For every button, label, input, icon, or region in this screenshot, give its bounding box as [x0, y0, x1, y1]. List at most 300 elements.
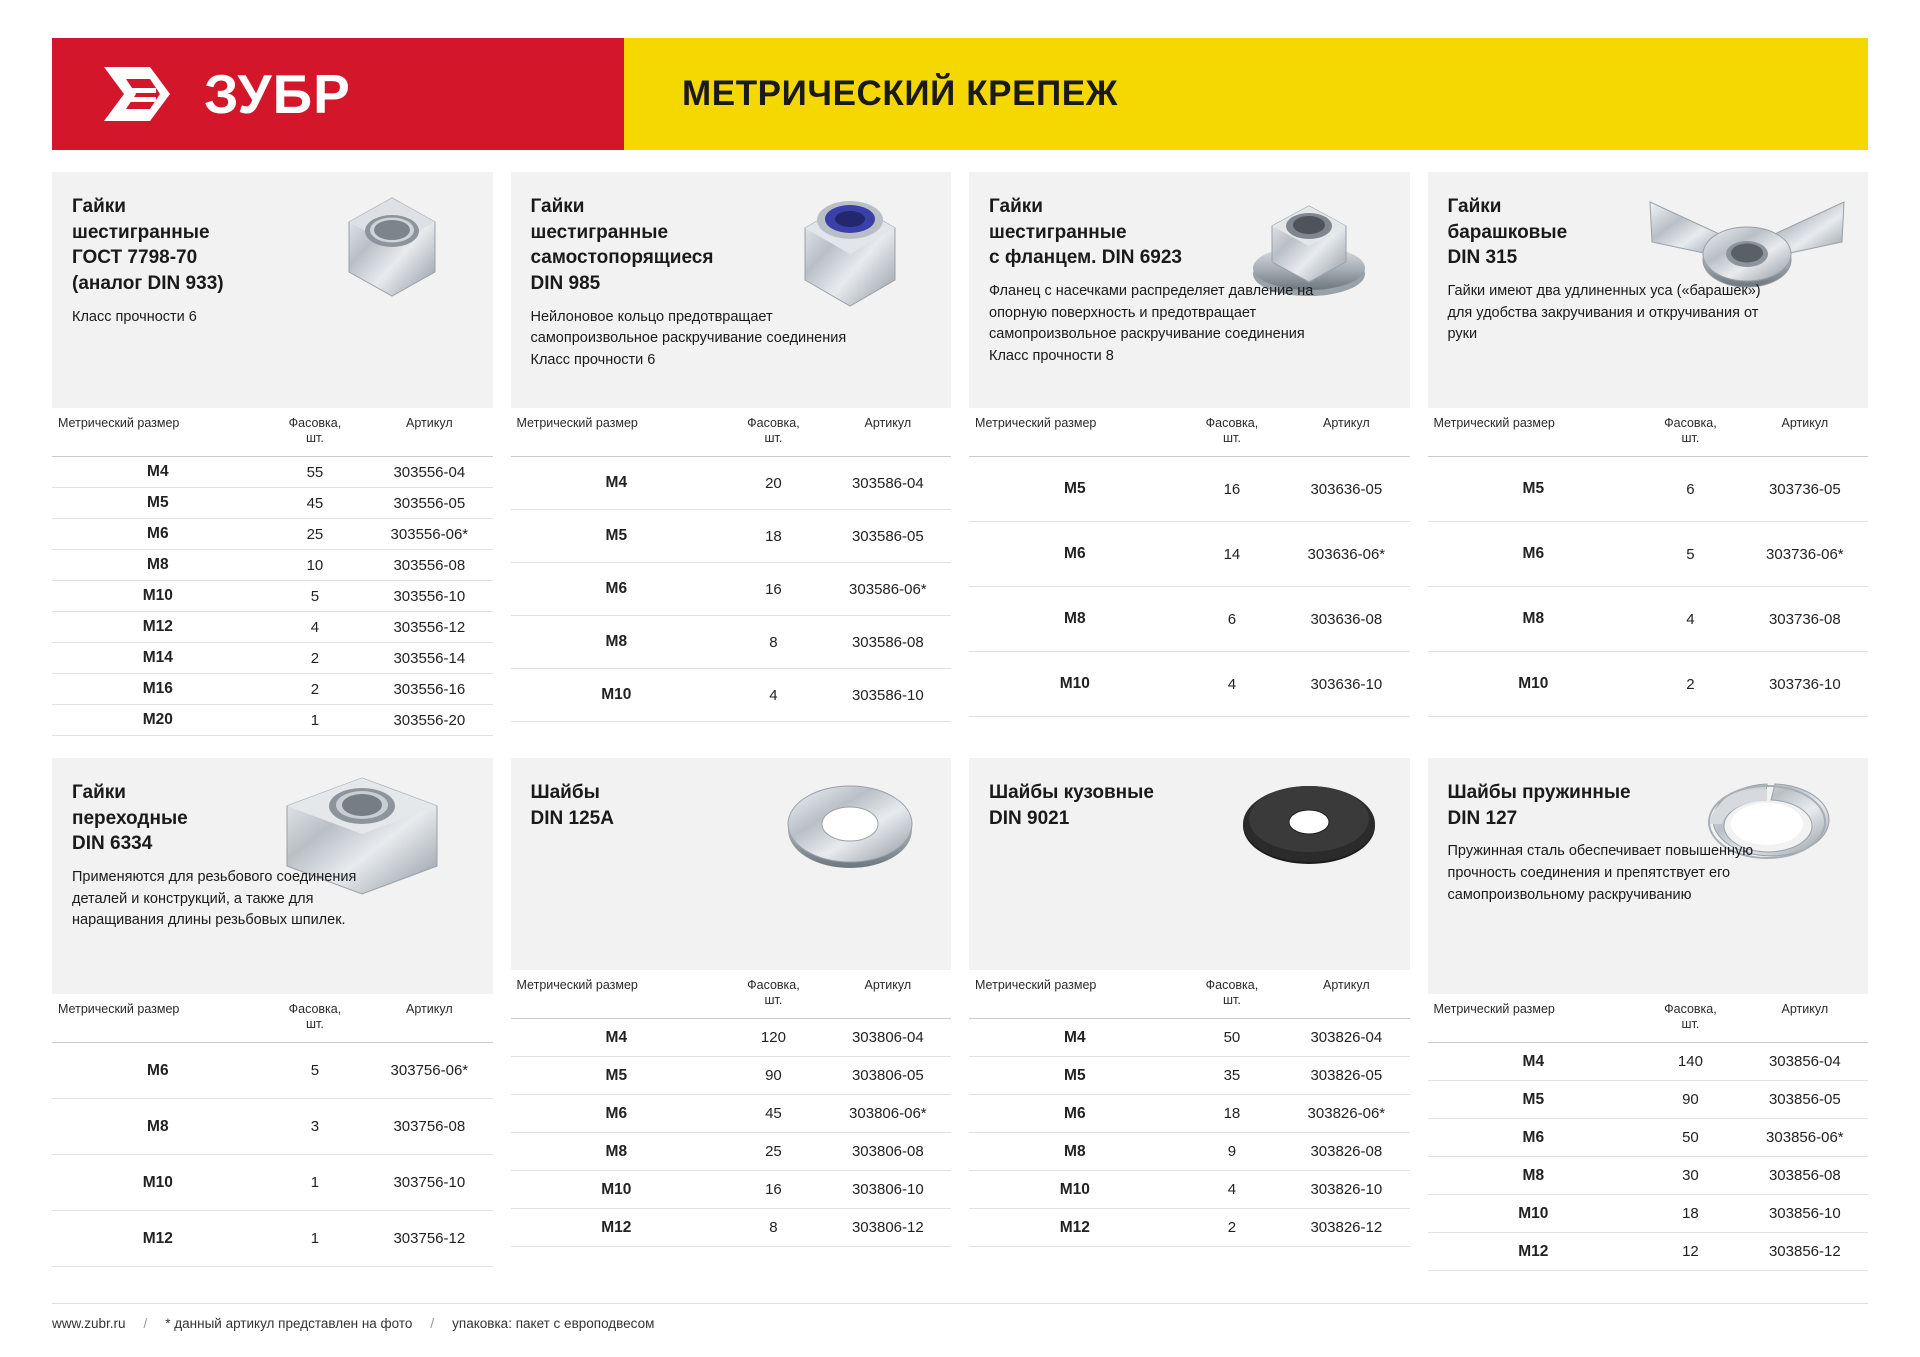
spec-table — [511, 970, 952, 1247]
card-title-line: Гайки — [72, 782, 126, 803]
table-row — [1428, 1195, 1869, 1233]
card-description-line: Гайки имеют два удлиненных уса («барашек») для удобства закручивания и откручивания от руки — [1447, 282, 1761, 343]
cell-pack: 18 — [722, 510, 825, 563]
header-size: Метрический размер — [969, 408, 1181, 457]
table-header-row — [969, 408, 1410, 457]
cell-article: 303586-05 — [825, 510, 951, 563]
table-row — [511, 563, 952, 616]
cell-article: 303806-08 — [825, 1133, 951, 1171]
product-card — [969, 172, 1410, 736]
cell-size: М4 — [511, 457, 723, 510]
header-pack-line1: Фасовка, — [288, 416, 342, 430]
card-title-line: Гайки — [989, 196, 1043, 217]
header-pack-line2: шт. — [306, 431, 324, 445]
table-row — [52, 1211, 493, 1267]
cell-article: 303556-10 — [366, 581, 492, 612]
table-row — [52, 1043, 493, 1099]
cell-article: 303586-08 — [825, 616, 951, 669]
table-row — [1428, 1233, 1869, 1271]
table-body — [1428, 1043, 1869, 1271]
spec-table — [52, 994, 493, 1267]
cell-article: 303826-04 — [1283, 1019, 1409, 1057]
header-article: Артикул — [1283, 970, 1409, 1019]
cell-size: М10 — [969, 1171, 1181, 1209]
header-pack-line2: шт. — [1681, 1017, 1700, 1031]
header-article: Артикул — [825, 408, 951, 457]
cell-article: 303556-20 — [366, 705, 492, 736]
header-article: Артикул — [1283, 408, 1409, 457]
table-body — [1428, 457, 1869, 717]
cell-size: М8 — [969, 1133, 1181, 1171]
cell-article: 303556-06* — [366, 519, 492, 550]
cell-article: 303736-10 — [1742, 652, 1868, 717]
card-header — [52, 758, 493, 994]
cell-article: 303826-12 — [1283, 1209, 1409, 1247]
table-body — [52, 457, 493, 736]
cell-pack: 5 — [264, 1043, 367, 1099]
cell-size: М4 — [1428, 1043, 1640, 1081]
card-header — [511, 758, 952, 970]
cell-size: М4 — [511, 1019, 723, 1057]
table-row — [969, 457, 1410, 522]
cell-size: М10 — [511, 669, 723, 722]
cell-article: 303736-06* — [1742, 522, 1868, 587]
spec-table — [1428, 994, 1869, 1271]
header-pack-line2: шт. — [764, 431, 783, 445]
table-row — [1428, 522, 1869, 587]
cell-pack: 25 — [264, 519, 367, 550]
card-header — [969, 172, 1410, 408]
footer-note-packaging: упаковка: пакет с европодвесом — [452, 1316, 655, 1331]
card-description-line: Нейлоновое кольцо предотвращает самопроизвольное раскручивание соединения — [530, 308, 847, 347]
cell-article: 303756-08 — [366, 1099, 492, 1155]
cell-article: 303826-08 — [1283, 1133, 1409, 1171]
card-title-line: DIN 315 — [1447, 247, 1518, 269]
cell-size: М5 — [511, 1057, 723, 1095]
card-title-line: шестигранные — [72, 221, 210, 243]
brand-logo-block — [52, 38, 624, 150]
product-card — [511, 758, 952, 1271]
table-row — [511, 1095, 952, 1133]
cell-pack: 4 — [264, 612, 367, 643]
cell-pack: 90 — [722, 1057, 825, 1095]
cell-size: М4 — [52, 457, 264, 488]
cell-article: 303806-04 — [825, 1019, 951, 1057]
header-pack-line1: Фасовка, — [288, 1002, 342, 1016]
table-row — [969, 1171, 1410, 1209]
cell-pack: 25 — [722, 1133, 825, 1171]
cell-size: М12 — [969, 1209, 1181, 1247]
header-pack-line2: шт. — [306, 1017, 324, 1031]
cell-size: М14 — [52, 643, 264, 674]
cell-size: М12 — [511, 1209, 723, 1247]
cell-article: 303856-08 — [1742, 1157, 1868, 1195]
cell-pack: 2 — [1639, 652, 1742, 717]
table-row — [1428, 1119, 1869, 1157]
cell-size: М12 — [52, 1211, 264, 1267]
table-row — [52, 457, 493, 488]
cell-article: 303826-06* — [1283, 1095, 1409, 1133]
cell-pack: 8 — [722, 616, 825, 669]
card-description-line: Фланец с насечками распределяет давление на опорную поверхность и предотвращает самопроизвольное раскручивание соединения — [989, 282, 1314, 343]
spec-table — [969, 970, 1410, 1247]
cell-size: М10 — [1428, 1195, 1640, 1233]
spec-table — [1428, 408, 1869, 717]
flat-washer-icon — [755, 762, 945, 912]
product-grid — [52, 172, 1868, 1271]
table-row — [52, 643, 493, 674]
header-size: Метрический размер — [511, 970, 723, 1019]
header-pack-line1: Фасовка, — [747, 416, 800, 430]
table-row — [969, 1209, 1410, 1247]
cell-size: М12 — [1428, 1233, 1640, 1271]
card-title-line: Шайбы — [530, 782, 600, 803]
header-pack-line1: Фасовка, — [1664, 1002, 1717, 1016]
product-card — [52, 172, 493, 736]
table-row — [52, 1155, 493, 1211]
zubr-arrow-logo-icon — [100, 57, 188, 131]
cell-size: М6 — [1428, 522, 1640, 587]
cell-pack: 18 — [1639, 1195, 1742, 1233]
card-header — [511, 172, 952, 408]
table-row — [1428, 587, 1869, 652]
header-pack-line2: шт. — [1223, 993, 1241, 1007]
table-row — [52, 612, 493, 643]
card-title-line: с фланцем. DIN 6923 — [989, 247, 1182, 269]
spec-table — [969, 408, 1410, 717]
cell-size: М8 — [511, 1133, 723, 1171]
cell-size: М5 — [511, 510, 723, 563]
card-title — [989, 780, 1239, 831]
cell-size: М8 — [1428, 1157, 1640, 1195]
cell-size: М6 — [511, 1095, 723, 1133]
card-description-line: Класс прочности 6 — [72, 308, 197, 325]
footer-website[interactable]: www.zubr.ru — [52, 1316, 126, 1331]
cell-size: М6 — [969, 1095, 1181, 1133]
card-header — [1428, 172, 1869, 408]
brand-name: ЗУБР — [204, 62, 351, 125]
table-header-row — [511, 970, 952, 1019]
header-pack-line2: шт. — [1223, 431, 1241, 445]
cell-size: М8 — [52, 550, 264, 581]
header-article: Артикул — [366, 994, 492, 1043]
footer-separator-2: / — [430, 1316, 435, 1331]
cell-pack: 9 — [1181, 1133, 1284, 1171]
nylock-nut-icon — [755, 176, 945, 326]
header-article: Артикул — [825, 970, 951, 1019]
cell-pack: 50 — [1639, 1119, 1742, 1157]
card-description — [989, 281, 1319, 368]
table-row — [511, 1171, 952, 1209]
cell-article: 303826-10 — [1283, 1171, 1409, 1209]
card-title-line: DIN 127 — [1447, 807, 1518, 829]
cell-article: 303556-04 — [366, 457, 492, 488]
cell-article: 303806-12 — [825, 1209, 951, 1247]
cell-size: М8 — [1428, 587, 1640, 652]
card-title-line: Гайки — [530, 196, 585, 217]
cell-pack: 1 — [264, 705, 367, 736]
card-title — [72, 194, 322, 297]
card-title-line: Шайбы пружинные — [1447, 782, 1631, 803]
cell-article: 303856-10 — [1742, 1195, 1868, 1233]
cell-pack: 2 — [264, 643, 367, 674]
cell-size: М10 — [1428, 652, 1640, 717]
cell-article: 303636-05 — [1283, 457, 1409, 522]
cell-pack: 18 — [1181, 1095, 1284, 1133]
header-pack-line1: Фасовка, — [1664, 416, 1717, 430]
header-pack-line2: шт. — [1681, 431, 1700, 445]
table-row — [52, 550, 493, 581]
header-size: Метрический размер — [1428, 408, 1640, 457]
product-card — [1428, 758, 1869, 1271]
cell-article: 303756-06* — [366, 1043, 492, 1099]
table-row — [511, 616, 952, 669]
table-header-row — [511, 408, 952, 457]
footer-note-article: * данный артикул представлен на фото — [165, 1316, 413, 1331]
header-size: Метрический размер — [52, 994, 264, 1043]
table-row — [52, 581, 493, 612]
header-article: Артикул — [1742, 408, 1868, 457]
cell-pack: 3 — [264, 1099, 367, 1155]
cell-pack: 6 — [1639, 457, 1742, 522]
card-header — [52, 172, 493, 408]
cell-pack: 55 — [264, 457, 367, 488]
cell-article: 303556-05 — [366, 488, 492, 519]
table-header-row — [52, 994, 493, 1043]
header-article: Артикул — [1742, 994, 1868, 1043]
table-row — [52, 674, 493, 705]
cell-pack: 10 — [264, 550, 367, 581]
hex-nut-icon — [297, 176, 487, 326]
cell-article: 303636-08 — [1283, 587, 1409, 652]
table-row — [969, 587, 1410, 652]
cell-pack: 5 — [264, 581, 367, 612]
cell-size: М16 — [52, 674, 264, 705]
table-row — [969, 1057, 1410, 1095]
card-title-line: Гайки — [1447, 196, 1502, 217]
card-description — [1448, 281, 1778, 346]
card-title-line: шестигранные — [530, 221, 669, 243]
cell-size: М5 — [1428, 1081, 1640, 1119]
cell-pack: 1 — [264, 1155, 367, 1211]
header-pack — [722, 970, 825, 1019]
table-row — [511, 669, 952, 722]
cell-size: М6 — [1428, 1119, 1640, 1157]
cell-size: М6 — [969, 522, 1181, 587]
cell-pack: 35 — [1181, 1057, 1284, 1095]
cell-article: 303736-05 — [1742, 457, 1868, 522]
header-pack — [722, 408, 825, 457]
cell-pack: 16 — [722, 1171, 825, 1209]
table-row — [511, 1133, 952, 1171]
cell-pack: 2 — [264, 674, 367, 705]
cell-article: 303856-05 — [1742, 1081, 1868, 1119]
card-title — [72, 780, 322, 857]
cell-pack: 8 — [722, 1209, 825, 1247]
header-pack — [1639, 994, 1742, 1043]
card-description — [1448, 841, 1778, 906]
table-row — [1428, 652, 1869, 717]
header-pack-line1: Фасовка, — [1205, 416, 1259, 430]
cell-article: 303856-06* — [1742, 1119, 1868, 1157]
card-description-line: Применяются для резьбового соединения деталей и конструкций, а также для наращивания длины резьбовых шпилек. — [72, 868, 357, 929]
spec-table — [52, 408, 493, 736]
cell-article: 303556-16 — [366, 674, 492, 705]
card-title-line: DIN 125A — [530, 807, 614, 829]
cell-size: М10 — [969, 652, 1181, 717]
cell-pack: 12 — [1639, 1233, 1742, 1271]
table-row — [969, 1133, 1410, 1171]
cell-article: 303826-05 — [1283, 1057, 1409, 1095]
cell-size: М4 — [969, 1019, 1181, 1057]
cell-pack: 4 — [722, 669, 825, 722]
table-row — [969, 652, 1410, 717]
cell-pack: 16 — [1181, 457, 1284, 522]
header-pack — [1181, 408, 1284, 457]
header-size: Метрический размер — [511, 408, 723, 457]
table-row — [1428, 1157, 1869, 1195]
card-description-line: Пружинная сталь обеспечивает повышенную прочность соединения и препятствует его самопроизвольному раскручиванию — [1447, 843, 1754, 903]
card-title-line: барашковые — [1447, 221, 1568, 243]
card-title-line: DIN 6334 — [72, 833, 153, 855]
table-row — [511, 510, 952, 563]
table-body — [511, 457, 952, 722]
table-row — [511, 1019, 952, 1057]
cell-pack: 4 — [1181, 1171, 1284, 1209]
card-description — [72, 307, 402, 329]
cell-pack: 2 — [1181, 1209, 1284, 1247]
header-size: Метрический размер — [969, 970, 1181, 1019]
cell-pack: 30 — [1639, 1157, 1742, 1195]
cell-size: М5 — [1428, 457, 1640, 522]
table-row — [969, 1095, 1410, 1133]
cell-article: 303856-04 — [1742, 1043, 1868, 1081]
table-row — [1428, 1081, 1869, 1119]
cell-size: М12 — [52, 612, 264, 643]
cell-pack: 20 — [722, 457, 825, 510]
cell-pack: 4 — [1639, 587, 1742, 652]
card-title-line: Шайбы кузовные — [989, 782, 1154, 803]
table-body — [969, 457, 1410, 717]
cell-size: М5 — [969, 1057, 1181, 1095]
cell-article: 303756-12 — [366, 1211, 492, 1267]
card-title-line: (аналог DIN 933) — [72, 272, 224, 294]
cell-article: 303556-12 — [366, 612, 492, 643]
cell-pack: 45 — [722, 1095, 825, 1133]
card-title — [1448, 780, 1698, 831]
page-footer — [52, 1303, 1868, 1331]
product-card — [52, 758, 493, 1271]
card-title — [531, 780, 781, 831]
page-title: МЕТРИЧЕСКИЙ КРЕПЕЖ — [682, 74, 1118, 113]
header-size: Метрический размер — [1428, 994, 1640, 1043]
footer-separator-1: / — [143, 1316, 148, 1331]
cell-size: М8 — [511, 616, 723, 669]
table-row — [511, 457, 952, 510]
table-row — [52, 488, 493, 519]
spec-table — [511, 408, 952, 722]
cell-article: 303636-06* — [1283, 522, 1409, 587]
cell-size: М6 — [511, 563, 723, 616]
table-row — [52, 519, 493, 550]
product-card — [511, 172, 952, 736]
cell-article: 303806-10 — [825, 1171, 951, 1209]
product-card — [969, 758, 1410, 1271]
cell-size: М10 — [52, 1155, 264, 1211]
table-header-row — [1428, 994, 1869, 1043]
cell-size: М20 — [52, 705, 264, 736]
table-row — [511, 1209, 952, 1247]
card-title — [531, 194, 781, 297]
cell-article: 303586-04 — [825, 457, 951, 510]
cell-size: М10 — [511, 1171, 723, 1209]
cell-article: 303856-12 — [1742, 1233, 1868, 1271]
card-title-line: переходные — [72, 807, 188, 829]
card-title-line: шестигранные — [989, 221, 1127, 243]
cell-pack: 5 — [1639, 522, 1742, 587]
cell-article: 303586-06* — [825, 563, 951, 616]
card-title — [1448, 194, 1698, 271]
table-body — [511, 1019, 952, 1247]
table-body — [969, 1019, 1410, 1247]
header-pack — [1639, 408, 1742, 457]
table-row — [969, 1019, 1410, 1057]
table-body — [52, 1043, 493, 1267]
table-row — [1428, 457, 1869, 522]
cell-size: М5 — [52, 488, 264, 519]
cell-article: 303556-14 — [366, 643, 492, 674]
card-title-line: DIN 985 — [530, 272, 601, 294]
table-row — [511, 1057, 952, 1095]
table-row — [52, 1099, 493, 1155]
table-row — [52, 705, 493, 736]
cell-pack: 14 — [1181, 522, 1284, 587]
card-header — [1428, 758, 1869, 994]
cell-pack: 140 — [1639, 1043, 1742, 1081]
cell-size: М8 — [969, 587, 1181, 652]
card-description-line: Класс прочности 6 — [530, 352, 656, 369]
table-header-row — [52, 408, 493, 457]
page-title-block — [624, 38, 1868, 150]
card-header — [969, 758, 1410, 970]
cell-size: М6 — [52, 1043, 264, 1099]
cell-article: 303556-08 — [366, 550, 492, 581]
cell-pack: 120 — [722, 1019, 825, 1057]
cell-pack: 50 — [1181, 1019, 1284, 1057]
card-description — [72, 867, 402, 932]
cell-article: 303586-10 — [825, 669, 951, 722]
cell-pack: 6 — [1181, 587, 1284, 652]
header-pack — [264, 408, 367, 457]
cell-article: 303736-08 — [1742, 587, 1868, 652]
card-title — [989, 194, 1239, 271]
header-article: Артикул — [366, 408, 492, 457]
header-pack-line2: шт. — [764, 993, 783, 1007]
cell-pack: 16 — [722, 563, 825, 616]
cell-pack: 1 — [264, 1211, 367, 1267]
header-pack — [1181, 970, 1284, 1019]
table-header-row — [969, 970, 1410, 1019]
cell-size: М8 — [52, 1099, 264, 1155]
card-title-line: ГОСТ 7798-70 — [72, 247, 198, 269]
cell-pack: 4 — [1181, 652, 1284, 717]
product-card — [1428, 172, 1869, 736]
table-row — [1428, 1043, 1869, 1081]
header-pack-line1: Фасовка, — [747, 978, 800, 992]
header-pack-line1: Фасовка, — [1205, 978, 1259, 992]
cell-size: М10 — [52, 581, 264, 612]
cell-article: 303756-10 — [366, 1155, 492, 1211]
